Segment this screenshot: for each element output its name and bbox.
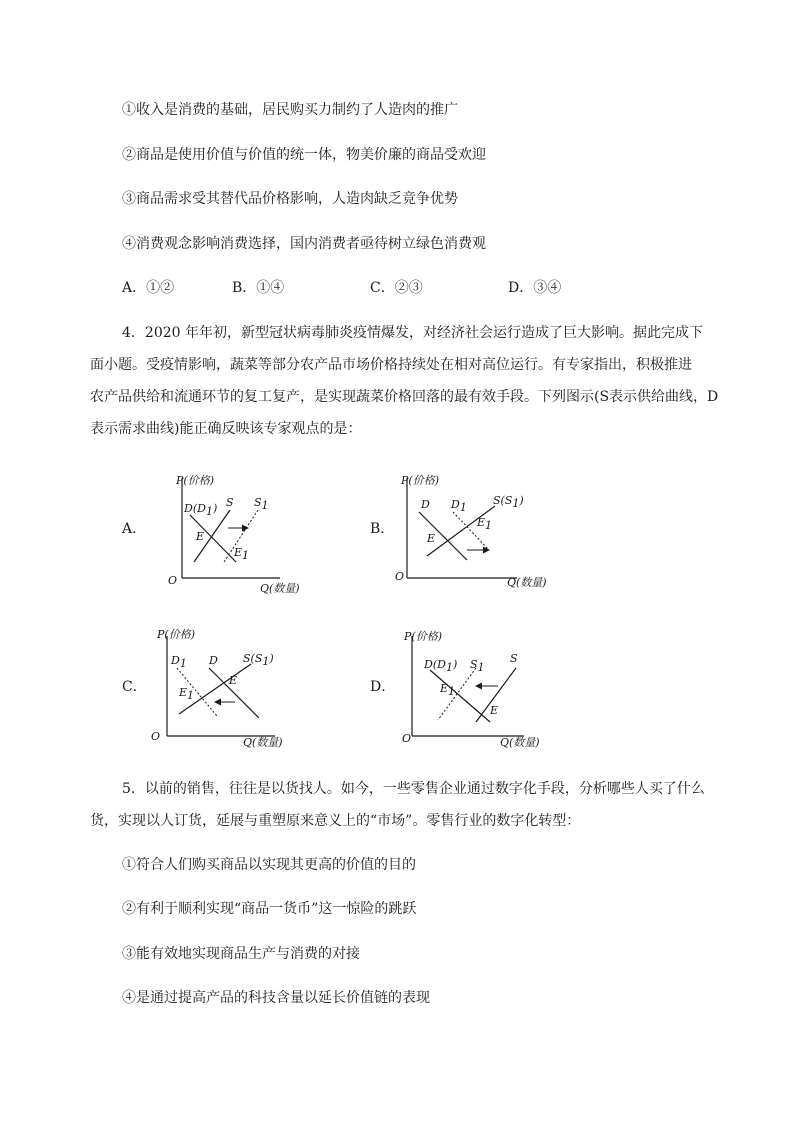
q5-line-2: 货，实现以人订货，延展与重塑原来意义上的“市场”。零售行业的数字化转型： xyxy=(90,813,581,829)
figure-a-label: A． xyxy=(122,521,147,537)
figure-c-graph xyxy=(151,628,395,758)
q3-statement-3: ③商品需求受其替代品价格影响，人造肉缺乏竞争优势 xyxy=(122,191,458,207)
curve-label-2: D1 xyxy=(451,498,467,514)
origin-label: O xyxy=(395,570,405,583)
y-axis-label: P(价格) xyxy=(404,630,442,643)
curve-label-1: D(D1) xyxy=(424,658,458,674)
curve-label-3: S1 xyxy=(254,496,269,512)
figure-d-graph xyxy=(400,628,640,758)
q3-option-b: B．①④ xyxy=(232,280,285,296)
curve-label-2: S1 xyxy=(470,658,485,674)
curve-label-3: S xyxy=(510,652,518,665)
equilibrium-label-2: E xyxy=(490,704,499,717)
q3-option-a: A．①② xyxy=(122,280,175,296)
q4-line-4: 表示需求曲线)能正确反映该专家观点的是： xyxy=(90,421,362,437)
origin-label: O xyxy=(402,732,412,745)
q5-line-1: 5．以前的销售，往往是以货找人。如今，一些零售企业通过数字化手段，分析哪些人买了什么 xyxy=(122,781,705,797)
x-axis-label: Q(数量) xyxy=(243,736,283,749)
equilibrium-label-1: E1 xyxy=(440,682,456,698)
equilibrium-label-2: E1 xyxy=(477,516,493,532)
q3-option-c: C．②③ xyxy=(370,280,423,296)
figure-d-label: D． xyxy=(370,679,396,695)
curve-label-3: S(S1) xyxy=(243,652,274,668)
q4-line-1: 4．2020 年年初，新型冠状病毒肺炎疫情爆发，对经济社会运行造成了巨大影响。据此完成下 xyxy=(122,325,703,341)
q3-statement-1: ①收入是消费的基础，居民购买力制约了人造肉的推广 xyxy=(122,102,458,118)
equilibrium-label-2: E1 xyxy=(234,546,250,562)
curve-label-2: S xyxy=(226,496,234,509)
q5-statement-4: ④是通过提高产品的科技含量以延长价值链的表现 xyxy=(122,990,430,1006)
figure-b-label: B． xyxy=(370,521,395,537)
q5-statement-1: ①符合人们购买商品以实现其更高的价值的目的 xyxy=(122,857,416,873)
equilibrium-label-1: E xyxy=(196,530,205,543)
q4-line-3: 农产品供给和流通环节的复工复产，是实现蔬菜价格回落的最有效手段。下列图示(S表示供给曲线，D xyxy=(90,389,719,405)
x-axis-label: Q(数量) xyxy=(260,582,300,595)
y-axis-label: P(价格) xyxy=(176,474,214,487)
origin-label: O xyxy=(168,574,178,587)
curve-label-1: D1 xyxy=(171,654,187,670)
q3-option-d: D．③④ xyxy=(508,280,562,296)
q3-statement-2: ②商品是使用价值与价值的统一体，物美价廉的商品受欢迎 xyxy=(122,147,486,163)
x-axis-label: Q(数量) xyxy=(500,736,540,749)
demand-curve xyxy=(430,670,490,722)
curve-label-3: S(S1) xyxy=(493,494,524,510)
figure-b-graph xyxy=(395,470,635,600)
curve-label-1: D(D1) xyxy=(184,502,218,518)
curve-label-2: D xyxy=(209,654,218,667)
q5-statement-3: ③能有效地实现商品生产与消费的对接 xyxy=(122,946,360,962)
equilibrium-label-1: E xyxy=(427,532,436,545)
equilibrium-label-2: E xyxy=(229,674,238,687)
q4-line-2: 面小题。受疫情影响，蔬菜等部分农产品市场价格持续处在相对高位运行。有专家指出，积极推进 xyxy=(90,357,692,373)
origin-label: O xyxy=(151,730,161,743)
q3-statement-4: ④消费观念影响消费选择，国内消费者亟待树立绿色消费观 xyxy=(122,236,486,252)
figure-a-graph xyxy=(160,470,400,600)
y-axis-label: P(价格) xyxy=(401,474,439,487)
q5-statement-2: ②有利于顺利实现“商品一货币”这一惊险的跳跃 xyxy=(122,901,417,917)
y-axis-label: P(价格) xyxy=(157,628,195,641)
curve-label-1: D xyxy=(421,498,430,511)
figure-c-label: C． xyxy=(122,679,147,695)
x-axis-label: Q(数量) xyxy=(507,576,547,589)
equilibrium-label-1: E1 xyxy=(179,686,195,702)
